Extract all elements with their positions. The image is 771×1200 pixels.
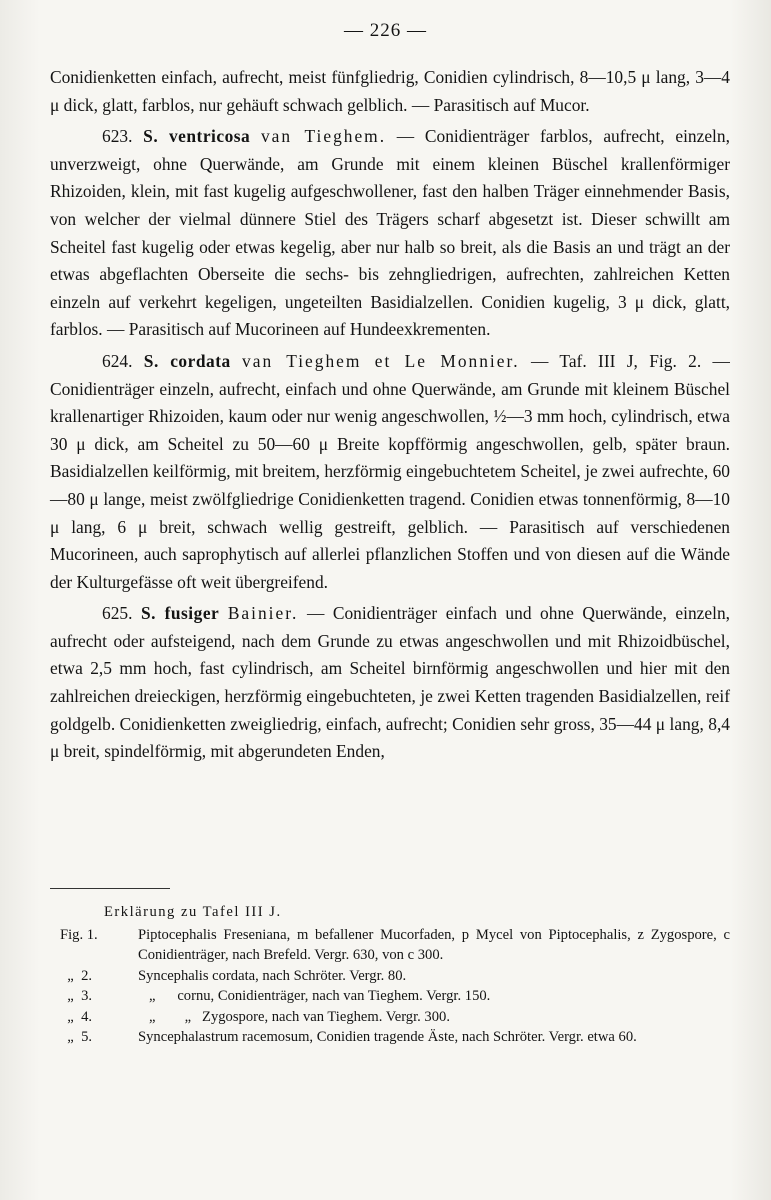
species-entry-624	[50, 348, 730, 596]
entry-author: Bainier.	[227, 603, 299, 624]
plate-explanation	[60, 902, 730, 1048]
entry-number: 624.	[102, 350, 133, 371]
main-text	[50, 64, 730, 766]
entry-number: 625.	[102, 603, 133, 624]
entry-author: van Tieghem.	[260, 126, 387, 147]
plate-explanation-title: Erklärung zu Tafel III J.	[104, 904, 282, 920]
figure-label: „ 2.	[60, 967, 93, 984]
footnote-divider	[50, 888, 170, 889]
figure-text: Syncephalastrum racemosum, Conidien tragende Äste, nach Schröter. Vergr. etwa 60.	[138, 1029, 637, 1045]
figure-label: „ 3.	[60, 988, 93, 1004]
entry-species: cordata	[170, 350, 231, 371]
figure-caption-1	[60, 925, 730, 966]
intro-paragraph: Conidienketten einfach, aufrecht, meist fünfgliedrig, Conidien cylindrisch, 8—10,5 μ lang, 3—4 μ dick, glatt, farblos, nur gehäuft schwach gelblich. — Parasitisch auf Mucor.	[50, 67, 730, 115]
figure-text: Piptocephalis Freseniana, m befallener Mucorfaden, p Mycel von Piptocephalis, z Zygospore, c Conidienträger, nach Brefeld. Vergr. 630, von c 300.	[138, 926, 730, 963]
entry-genus: S.	[140, 603, 157, 624]
entry-text: — Conidienträger farblos, aufrecht, einzeln, unverzweigt, ohne Querwände, am Grunde mit einem kleinen Büschel krallenförmiger Rhizoiden, klein, mit fast kugelig aufgeschwollener, fast den halben Träger einnehmender Basis, von welcher der vielmal dünnere Stiel des Trägers scharf abgesetzt ist. Dieser schwillt am Scheitel fast kugelig oder etwas kegelig, aber nur halb so breit, als die Basis an und trägt an der etwas abgeflachten Oberseite die sechs- bis zehngliedrigen, aufrechten, zahlreichen Ketten einzeln auf verkehrt kegeligen, ungeteilten Basidialzellen. Conidien kugelig, 3 μ dick, glatt, farblos. — Parasitisch auf Mucorineen auf Hundeexkrementen.	[50, 126, 730, 340]
entry-number: 623.	[102, 126, 133, 147]
entry-text: — Conidienträger einfach und ohne Querwände, einzeln, aufrecht oder aufsteigend, nach dem Grunde zu etwas angeschwollen und mit Rhizoidbüschel, etwa 2,5 mm hoch, fast cylindrisch, am Scheitel birnförmig angeschwollen und hier mit den zahlreichen dreieckigen, herzförmig eingebuchteten, je zwei Ketten tragenden Basidialzellen, reif goldgelb. Conidienketten zweigliedrig, einfach, aufrecht; Conidien sehr gross, 35—44 μ lang, 8,4 μ breit, spindelförmig, mit abgerundeten Enden,	[50, 603, 730, 762]
figure-caption-5	[60, 1027, 730, 1048]
entry-genus: S.	[143, 126, 159, 147]
species-entry-623	[50, 123, 730, 344]
entry-text: — Taf. III J, Fig. 2. — Conidienträger einzeln, aufrecht, einfach und ohne Querwände, am Grunde mit kleinem Büschel krallenartiger Rhizoiden, kaum oder nur wenig angeschwollen, ½—3 mm hoch, cylindrisch, etwa 30 μ dick, am Scheitel zu 50—60 μ Breite kopfförmig angeschwollen, gelb, später braun. Basidialzellen keilförmig, mit breitem, herzförmig eingebuchtetem Scheitel, je zwei aufrechte, 60—80 μ lange, meist zwölfgliedrige Conidienketten tragend. Conidien etwas tonnenförmig, 8—10 μ lang, 6 μ breit, schwach wellig gestreift, gelblich. — Parasitisch auf verschiedenen Mucorineen, auch saprophytisch auf allerlei pflanzlichen Stoffen und von diesen auf die Wände der Kulturgefässe oft weit übergreifend.	[50, 350, 730, 592]
figure-label: „ 4.	[60, 1008, 93, 1025]
figure-label: Fig. 1.	[60, 926, 98, 943]
species-entry-625	[50, 600, 730, 766]
figure-caption-3	[60, 986, 730, 1007]
entry-genus: S.	[143, 350, 159, 371]
page-number: — 226 —	[344, 20, 427, 41]
figure-caption-4	[60, 1007, 730, 1028]
entry-species: fusiger	[164, 603, 220, 624]
figure-text: Syncephalis cordata, nach Schröter. Vergr. 80.	[138, 967, 407, 984]
figure-caption-2	[60, 966, 730, 987]
entry-species: ventricosa	[168, 126, 251, 147]
figure-label: „ 5.	[60, 1029, 93, 1045]
figure-text: „ cornu, Conidienträger, nach van Tieghem. Vergr. 150.	[138, 988, 491, 1004]
figure-text: „ „ Zygospore, nach van Tieghem. Vergr. 300.	[138, 1008, 450, 1025]
entry-author: van Tieghem et Le Monnier.	[242, 350, 520, 371]
